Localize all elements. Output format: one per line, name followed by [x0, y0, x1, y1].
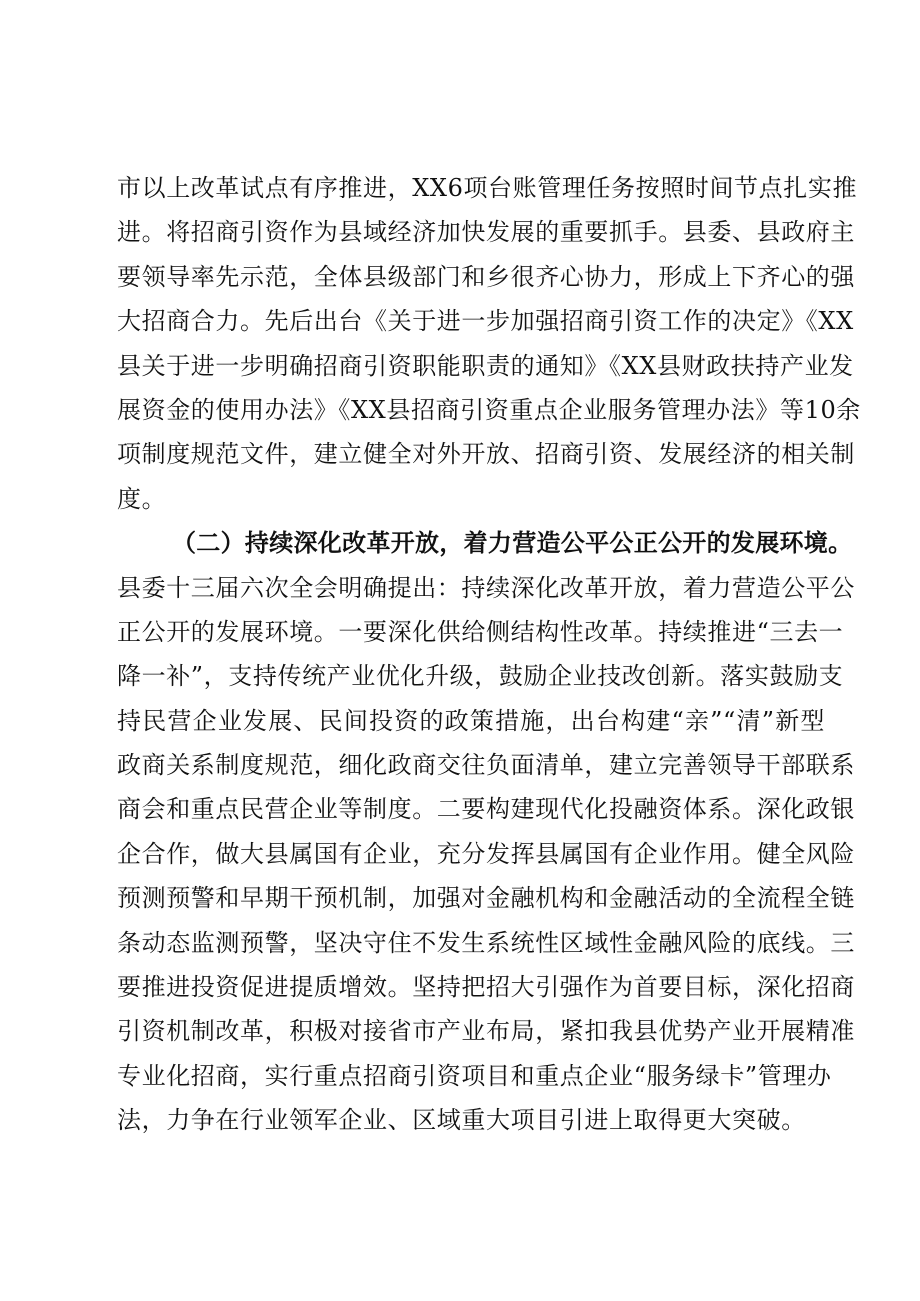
paragraph-line: 要领导率先示范，全体县级部门和乡很齐心协力，形成上下齐心的强: [117, 262, 855, 291]
paragraph-line: 政商关系制度规范，细化政商交往负面清单，建立完善领导干部联系: [117, 751, 855, 780]
paragraph-line: 市以上改革试点有序推进，XX6项台账管理任务按照时间节点扎实推: [117, 174, 858, 202]
paragraph-line: 进。将招商引资作为县域经济加快发展的重要抓手。县委、县政府主: [117, 218, 855, 247]
paragraph-1: [117, 166, 861, 521]
paragraph-line: 商会和重点民营企业等制度。二要构建现代化投融资体系。深化政银: [117, 795, 855, 824]
paragraph-line: 展资金的使用办法》《XX县招商引资重点企业服务管理办法》等10余: [117, 395, 861, 424]
paragraph-line: 大招商合力。先后出台《关于进一步加强招商引资工作的决定》《XX: [117, 307, 854, 336]
section-heading: （二）持续深化改革开放，着力营造公平公正公开的发展环境。: [172, 529, 853, 558]
document-body: [117, 166, 861, 1143]
paragraph-line: 县关于进一步明确招商引资职能职责的通知》《XX县财政扶持产业发: [117, 351, 854, 380]
paragraph-line: 县委十三届六次全会明确提出：持续深化改革开放，着力营造公平公: [117, 573, 855, 602]
paragraph-2: [117, 566, 855, 1143]
paragraph-line: 专业化招商，实行重点招商引资项目和重点企业“服务绿卡”管理办: [117, 1061, 832, 1090]
paragraph-line: 要推进投资促进提质增效。坚持把招大引强作为首要目标，深化招商: [117, 973, 855, 1002]
paragraph-line: 引资机制改革，积极对接省市产业布局，紧扣我县优势产业开展精准: [117, 1017, 855, 1046]
paragraph-line: 法，力争在行业领军企业、区域重大项目引进上取得更大突破。: [117, 1106, 806, 1135]
paragraph-line: 降一补”，支持传统产业优化升级，鼓励企业技改创新。落实鼓励支: [117, 662, 844, 691]
paragraph-line: 条动态监测预警，坚决守住不发生系统性区域性金融风险的底线。三: [117, 928, 855, 957]
paragraph-line: 企合作，做大县属国有企业，充分发挥县属国有企业作用。健全风险: [117, 839, 855, 868]
paragraph-line: 度。: [117, 484, 167, 513]
paragraph-line: 持民营企业发展、民间投资的政策措施，出台构建“亲”“清”新型: [117, 706, 825, 735]
paragraph-line: 预测预警和早期干预机制，加强对金融机构和金融活动的全流程全链: [117, 884, 855, 913]
paragraph-line: 项制度规范文件，建立健全对外开放、招商引资、发展经济的相关制: [117, 440, 855, 469]
paragraph-line: 正公开的发展环境。一要深化供给侧结构性改革。持续推进“三去一: [117, 617, 844, 646]
